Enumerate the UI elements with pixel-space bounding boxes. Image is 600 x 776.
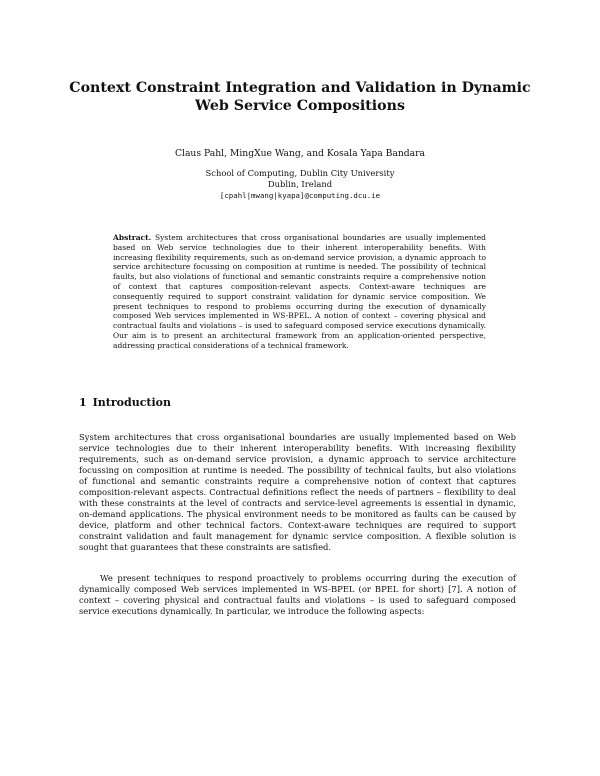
affiliation-city: Dublin, Ireland (267, 179, 333, 189)
section-number: 1 (79, 396, 87, 409)
abstract-text: System architectures that cross organisational boundaries are usually implemented based on Web service technologies due to their inherent interoperability benefits. With increasing flexibility requirements, such as on-demand service provision, a dynamic approach to service architecture focussing on composition at runtime is needed. The possibility of technical faults, but also violations of functional and semantic constraints require a comprehensive notion of context that captures composition-relevant aspects. Context-aware techniques are consequently required to support constraint validation for dynamic service composition. We present techniques to respond to problems occurring during the execution of dynamically composed Web services implemented in WS-BPEL. A notion of context – covering physical and contractual faults and violations – is used to safeguard composed service executions dynamically. Our aim is to present an architectural framework from an application-oriented perspective, addressing practical considerations of a technical framework. (113, 233, 486, 350)
abstract-label: Abstract. (113, 233, 152, 242)
section-heading (79, 396, 171, 410)
intro-paragraph-2: We present techniques to respond proactively to problems occurring during the execution of dynamically composed Web services implemented in WS-BPEL (or BPEL for short) [7]. A notion of context – covering physical and contractual faults and violations – is used to safeguard composed service executions dynamically. In particular, we introduce the following aspects: (79, 573, 516, 616)
intro-paragraph-1: System architectures that cross organisational boundaries are usually implemented based on Web service technologies due to their inherent interoperability benefits. With increasing flexibility requirements, such as on-demand service provision, a dynamic approach to service architecture focussing on composition at runtime is needed. The possibility of technical faults, but also violations of functional and semantic constraints require a comprehensive notion of context that captures composition-relevant aspects. Contractual definitions reflect the needs of partners – flexibility to deal with these constraints at the level of contracts and service-level agreements is essential in dynamic, on-demand applications. The physical environment needs to be monitored as faults can be caused by device, platform and other technical factors. Context-aware techniques are required to support constraint validation and fault management for dynamic service composition. A flexible solution is sought that guarantees that these constraints are satisfied. (79, 432, 516, 552)
affiliation-block (60, 168, 540, 201)
author-email: [cpahl|mwang|kyapa]@computing.dcu.ie (219, 191, 381, 200)
abstract (113, 233, 486, 351)
paper-title: Context Constraint Integration and Validation in Dynamic Web Service Compositions (69, 80, 531, 114)
affiliation-school: School of Computing, Dublin City University (205, 168, 395, 178)
section-title: Introduction (92, 396, 171, 409)
author-list: Claus Pahl, MingXue Wang, and Kosala Yapa Bandara (174, 148, 425, 159)
